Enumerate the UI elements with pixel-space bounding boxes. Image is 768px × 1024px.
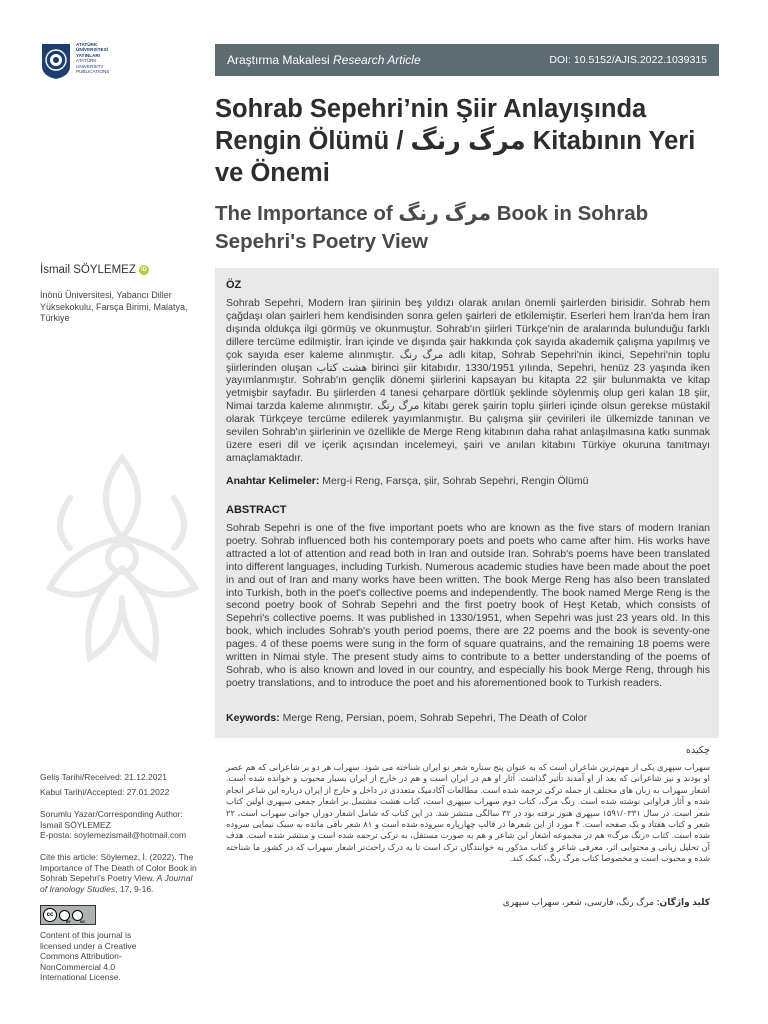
abstract-heading: ABSTRACT <box>226 504 287 516</box>
article-header-bar <box>215 44 719 76</box>
publisher-logo <box>40 42 109 80</box>
university-seal-icon <box>40 42 72 80</box>
author-name: İsmail SÖYLEMEZ <box>40 264 136 276</box>
corresponding-author-email[interactable]: E-posta: soylemezismail@hotmail.com <box>40 830 187 841</box>
abstract-keywords-label: Keywords: <box>226 712 280 724</box>
cc-icon: cc <box>43 908 57 922</box>
oz-text: Sohrab Sepehri, Modern İran şiirinin beş yıldızı olarak anılan önemli şairlerden birisidir. Sohrab hem çağdaşı olan şairleri hem kendisinden sonra gelen şairleri de etkilemiştir. Eserleri hem İran'da hem İran dışında oldukça ilgi görmüş ve okunmuştur. Sohrab'ın şiirleri Türkçe'nin de aralarında bulunduğu farklı dillere tercüme edilmiştir. İran içinde ve dışında şair hakkında çok sayıda akademik çalışma yapılmış ve çok sayıda eser kaleme alınmıştır. مرگ رنگ adlı kitap, Sohrab Sepehri'nin ikinci, Sepehri'nin toplu şiirlerinden oluşan هشت کتاب birinci şiir kitabıdır. 1330/1951 yılında, Sepehri, henüz 23 yaşında iken yayımlanmıştır. Sohrab'ın gençlik dönemi şiirlerini kapsayan bu kitapta 22 şiir bulunmakta ve kitap yetmişbir sayfadır. Bu şiirlerden 4 tanesi çeharpare dörtlük şeklinde söylenmiş olup geri kalan 18 şiir, Nimai tarzda kaleme alınmıştır. مرگ رنگ kitabı gerek şairin toplu şiirleri içinde olsun gerekse müstakil olarak Türkçeye tercüme edilerek yayımlanmıştır. Bu çalışma şiir çevirileri ile ülkemizde tanınan ve sevilen Sohrab'ın şiirlerinin ve özellikle de Merge Reng kitabının daha rahat anlaşılmasına katkı sunmak üzere eseri dil ve içerik açısından incelemeyi, şairi ve anılan kitabını Türkiye okuruna tanıtmayı amaçlamaktadır. <box>226 297 711 464</box>
citation-journal: A Journal of Iranology Studies <box>40 873 193 894</box>
license-text: Content of this journal is licensed under a Creative Commons Attribution-NonCommercial 4.0 International License. <box>40 930 137 983</box>
abstract-keywords <box>226 712 710 724</box>
accepted-date: Kabul Tarihi/Accepted: 27.01.2022 <box>40 787 170 797</box>
citation: Cite this article: Söylemez, İ. (2022). The Importance of The Death of Color Book in Sohrab Sepehri's Poetry View. A Journal of Iranology Studies, 17, 9-16. <box>40 852 197 894</box>
cc-nc-label: NC <box>80 920 86 924</box>
corresponding-author <box>40 809 200 841</box>
received-date: Geliş Tarihi/Received: 21.12.2021 <box>40 772 167 782</box>
cc-by-label: BY <box>66 920 71 924</box>
persian-keywords-value: مرگ رنگ، فارسی، شعر، سهراب سپهری <box>502 897 655 907</box>
orcid-icon[interactable]: iD <box>140 267 147 273</box>
oz-keywords-label: Anahtar Kelimeler: <box>226 475 320 487</box>
title-english: The Importance of مرگ رنگ Book in Sohrab Sepehri's Poetry View <box>215 202 649 253</box>
persian-abstract-heading: چکیده <box>686 745 710 756</box>
corresponding-author-name: İsmail SÖYLEMEZ <box>40 819 111 830</box>
title-turkish: Sohrab Sepehri’nin Şiir Anlayışında Rengin Ölümü / مرگ رنگ Kitabının Yeri ve Önemi <box>215 95 696 187</box>
doi-link[interactable]: DOI: 10.5152/AJIS.2022.1039315 <box>549 54 707 66</box>
oz-keywords-value: Merg-i Reng, Farsça, şiir, Sohrab Sepehri, Rengin Ölümü <box>322 475 589 487</box>
attribution-icon <box>59 910 70 921</box>
decorative-ornament-icon <box>30 438 215 678</box>
oz-heading: ÖZ <box>226 279 242 291</box>
abstract-keywords-value: Merge Reng, Persian, poem, Sohrab Sepehri, The Death of Color <box>282 712 588 724</box>
persian-abstract-text: سهراب سپهری یکی از مهم‌ترین شاعران است که به عنوان پنج ستاره شعر نو ایران شناخته می شود. سهراب هر دو بر شاعرانی که هم عصر او بودند و نیز شاعرانی که بعد از او آمدند تأثیر گذاشت. آثار او هم در ایران است و هم در خارج از ایران بسیار محبوب و خوانده شده است. اشعار سهراب به زبان های مختلف از جمله ترکی ترجمه شده است. مطالعات آکادمیک متعددی در داخل و خارج از ایران درباره این شاعر انجام شده و آثار فراوانی نوشته شده است. رنگ مرگ، کتاب دوم سهراب سپهری است، کتاب هشت مشتمل بر اشعار جمعی سپهری اولین کتاب شعر است. در سال ۱۵۹۱/۰۳۳۱ سپهری هنوز نرفته بود در ۳۲ سالگی منتشر شد. در این کتاب که شامل اشعار دوران جوانی سهراب است، ۲۲ شعر و کتاب هفتاد و یک صفحه است. ۴ مورد از این شعرها در قالب چهارپاره سروده شده است و ۸۱ شعر باقی مانده به سبک نیمایی سروده شده است. کتاب «رنگ مرگ» هم در مجموعه اشعار این شاعر و هم به صورت مستقل، به ترکی ترجمه شده است و منتشر شده است. هدف آن تحلیل زبانی و محتوایی اثر، معرفی شاعر و کتاب مذکور به خوانندگان ترک است تا به درک راحت‌تر اشعار سهراب که در کشور ما شناخته شده و محبوب است و مخصوصا کتاب مرگ رنگ، کمک کند. <box>226 762 711 864</box>
persian-keywords <box>503 897 710 908</box>
author-affiliation: İnönü Üniversitesi, Yabancı Diller Yüksekokulu, Farsça Birimi, Malatya, Türkiye <box>40 290 188 323</box>
abstract-text: Sohrab Sepehri is one of the five important poets who are known as the five stars of modern Iranian poetry. Sohrab influenced both his contemporary poets and poets who came after him. His works have attracted a lot of attention and read both in Iran and outside Iran. Sohrab's poems have been translated into different languages, including Turkish. Numerous academic studies have been made about the poet in and out of Iran and many works have been written. The book Merge Reng has also been translated into Turkish, both in the poet's collective poems and independently. The book named Merge Reng is the second poetry book of Sohrab Sepehri and the first poetry book of Heşt Ketab, which consists of Sepehri's collective poems. It was published in 1330/1951, when Sepehri was just 23 years old. In this book, which includes Sohrab's youth period poems, there are 22 poems and the book is seventy-one pages. 4 of these poems were sung in the form of square quatrains, and the remaining 18 poems were written in Nimai style. The present study aims to contribute to a better understanding of the poems of Sohrab, who is also known and loved in our country, and especially his book Merge Reng, through his poetry translations, and to introduce the poet and his aforementioned book to Turkish readers. <box>226 522 710 689</box>
noncommercial-icon <box>72 910 83 921</box>
article-type: Araştırma Makalesi Research Article <box>227 53 421 67</box>
corresponding-author-label: Sorumlu Yazar/Corresponding Author: <box>40 809 183 819</box>
oz-keywords <box>226 475 710 487</box>
logo-text: ATATÜRK ÜNİVERSİTESİ YAYINLARI ATATÜRK UNIVERSITY PUBLICATIONS <box>76 42 110 75</box>
author <box>40 264 149 276</box>
persian-keywords-label: کلید واژگان: <box>656 897 710 907</box>
